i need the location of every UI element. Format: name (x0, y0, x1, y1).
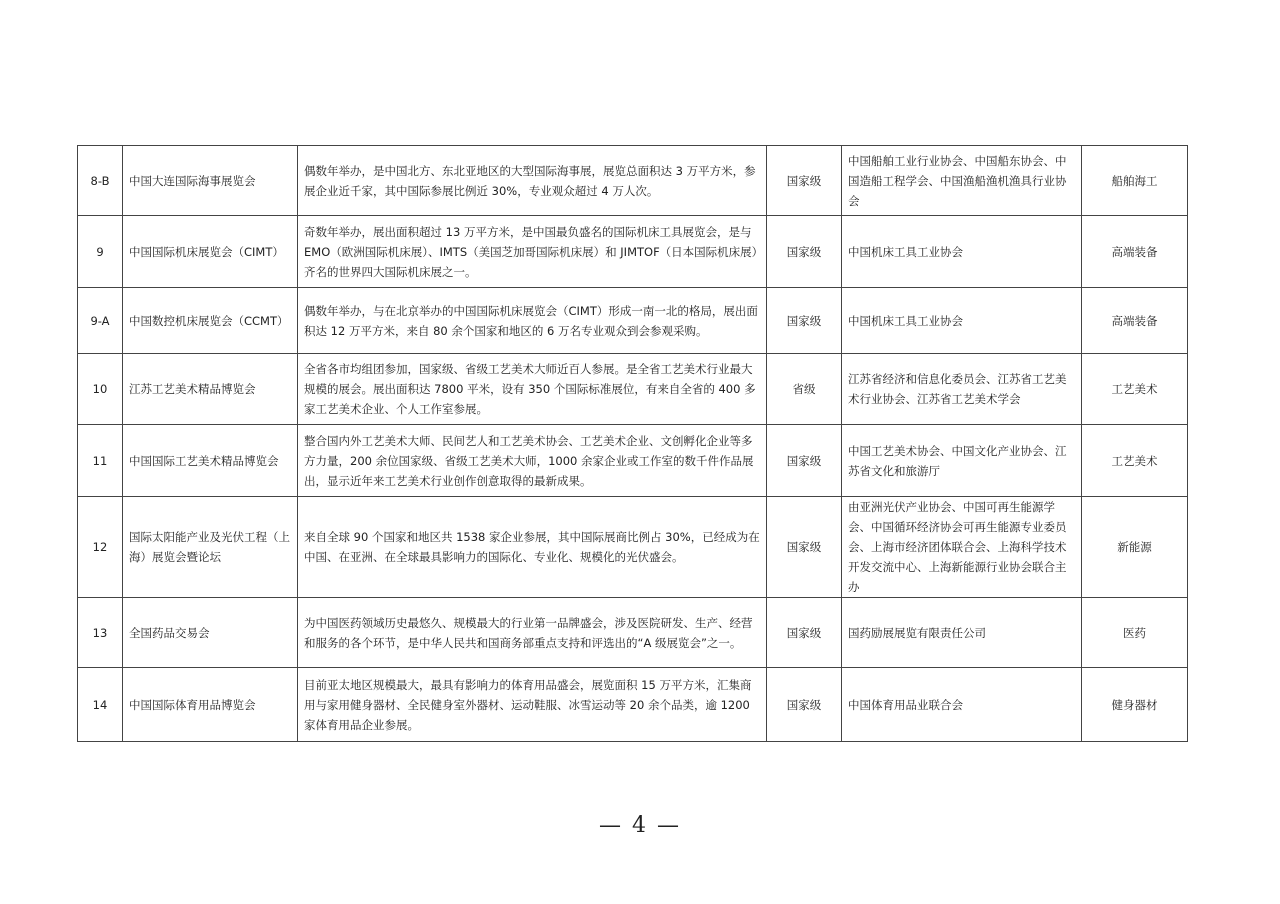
row-number: 11 (92, 453, 108, 468)
exhibition-name-cell (123, 354, 298, 425)
table-row (78, 497, 1188, 598)
row-number: 13 (92, 625, 108, 640)
exhibition-level-cell (767, 354, 842, 425)
table-body (78, 146, 1188, 742)
industry: 高端装备 (1111, 244, 1158, 259)
industry: 高端装备 (1111, 313, 1158, 328)
industry-cell (1082, 425, 1188, 497)
exhibition-level: 国家级 (786, 244, 822, 259)
exhibition-description: 为中国医药领域历史最悠久、规模最大的行业第一品牌盛会，涉及医院研发、生产、经营和服务的各个环节，是中华人民共和国商务部重点支持和评选出的“A 级展览会”之一。 (304, 615, 753, 650)
exhibition-name-cell (123, 216, 298, 288)
exhibition-name-cell (123, 497, 298, 598)
exhibition-level-cell (767, 668, 842, 742)
exhibition-level-cell (767, 216, 842, 288)
exhibition-level: 国家级 (786, 625, 822, 640)
exhibition-level-cell (767, 598, 842, 668)
industry: 船舶海工 (1111, 173, 1158, 188)
organizer: 中国工艺美术协会、中国文化产业协会、江苏省文化和旅游厅 (848, 443, 1067, 478)
industry-cell (1082, 598, 1188, 668)
row-number-cell (78, 425, 123, 497)
row-number-cell (78, 668, 123, 742)
exhibition-description: 来自全球 90 个国家和地区共 1538 家企业参展，其中国际展商比例占 30%，已经成为在中国、在亚洲、在全球最具影响力的国际化、专业化、规模化的光伏盛会。 (304, 530, 760, 564)
organizer-cell (842, 668, 1082, 742)
table-row (78, 598, 1188, 668)
exhibition-description-cell (298, 668, 767, 742)
exhibition-level-cell (767, 288, 842, 354)
exhibition-level: 国家级 (786, 540, 822, 554)
industry: 工艺美术 (1111, 382, 1158, 396)
organizer: 中国船舶工业行业协会、中国船东协会、中国造船工程学会、中国渔船渔机渔具行业协会 (848, 153, 1067, 208)
row-number: 8-B (90, 173, 110, 188)
exhibition-description: 奇数年举办，展出面积超过 13 万平方米，是中国最负盛名的国际机床工具展览会，是与 EMO（欧洲国际机床展）、IMTS（美国芝加哥国际机床展）和 JIMTOF（日本国际机床展）齐名的世界四大国际机床展之一。 (304, 224, 758, 279)
row-number-cell (78, 497, 123, 598)
row-number: 9-A (90, 313, 110, 328)
exhibition-description: 偶数年举办，与在北京举办的中国国际机床展览会（CIMT）形成一南一北的格局，展出面积达 12 万平方米，来自 80 余个国家和地区的 6 万名专业观众到会参观采购。 (304, 303, 758, 338)
table-row (78, 288, 1188, 354)
industry-cell (1082, 216, 1188, 288)
organizer: 中国机床工具工业协会 (848, 244, 963, 259)
exhibition-description: 目前亚太地区规模最大，最具有影响力的体育用品盛会，展览面积 15 万平方米，汇集商用与家用健身器材、全民健身室外器材、运动鞋服、冰雪运动等 20 余个品类，逾 1200 家体育用品企业参展。 (304, 677, 752, 732)
organizer-cell (842, 598, 1082, 668)
exhibition-name-cell (123, 598, 298, 668)
organizer: 江苏省经济和信息化委员会、江苏省工艺美术行业协会、江苏省工艺美术学会 (848, 372, 1067, 406)
table-row (78, 354, 1188, 425)
organizer-cell (842, 425, 1082, 497)
exhibition-name: 全国药品交易会 (129, 625, 210, 640)
exhibition-description-cell (298, 497, 767, 598)
exhibition-description: 全省各市均组团参加，国家级、省级工艺美术大师近百人参展。是全省工艺美术行业最大规模的展会。展出面积达 7800 平米，设有 350 个国际标准展位，有来自全省的 400 多家工艺美术企业、个人工作室参展。 (304, 362, 756, 416)
exhibition-description-cell (298, 216, 767, 288)
exhibition-description: 整合国内外工艺美术大师、民间艺人和工艺美术协会、工艺美术企业、文创孵化企业等多方力量，200 余位国家级、省级工艺美术大师，1000 余家企业或工作室的数千件作品展出，显示近年来工艺美术行业创作创意取得的最新成果。 (304, 433, 754, 488)
exhibition-name: 中国国际机床展览会（CIMT） (129, 244, 284, 259)
industry: 新能源 (1117, 540, 1152, 554)
exhibition-description-cell (298, 354, 767, 425)
industry: 健身器材 (1111, 697, 1158, 712)
exhibition-level: 国家级 (786, 453, 822, 468)
row-number: 12 (92, 540, 108, 554)
row-number: 14 (92, 697, 108, 712)
organizer: 国药励展展览有限责任公司 (848, 625, 986, 640)
exhibition-table (77, 145, 1188, 742)
table-row (78, 668, 1188, 742)
exhibition-description-cell (298, 598, 767, 668)
organizer-cell (842, 216, 1082, 288)
organizer-cell (842, 146, 1082, 216)
exhibition-level: 省级 (792, 382, 816, 396)
exhibition-name-cell (123, 425, 298, 497)
row-number-cell (78, 354, 123, 425)
row-number: 10 (92, 382, 108, 396)
table-row (78, 146, 1188, 216)
exhibition-name: 国际太阳能产业及光伏工程（上海）展览会暨论坛 (129, 530, 290, 564)
page-number: — 4 — (599, 813, 681, 838)
organizer-cell (842, 354, 1082, 425)
organizer-cell (842, 497, 1082, 598)
exhibition-name: 中国数控机床展览会（CCMT） (129, 313, 289, 328)
exhibition-description-cell (298, 146, 767, 216)
exhibition-level-cell (767, 497, 842, 598)
row-number-cell (78, 216, 123, 288)
table-row (78, 425, 1188, 497)
industry-cell (1082, 497, 1188, 598)
industry: 医药 (1123, 625, 1146, 640)
exhibition-level-cell (767, 425, 842, 497)
industry-cell (1082, 146, 1188, 216)
industry-cell (1082, 668, 1188, 742)
row-number: 9 (96, 244, 104, 259)
exhibition-name: 中国大连国际海事展览会 (129, 173, 256, 188)
industry-cell (1082, 354, 1188, 425)
organizer: 由亚洲光伏产业协会、中国可再生能源学会、中国循环经济协会可再生能源专业委员会、上海市经济团体联合会、上海科学技术开发交流中心、上海新能源行业协会联合主办 (848, 500, 1067, 594)
exhibition-name: 中国国际体育用品博览会 (129, 697, 256, 712)
industry-cell (1082, 288, 1188, 354)
exhibition-description-cell (298, 288, 767, 354)
exhibition-name: 江苏工艺美术精品博览会 (129, 382, 256, 396)
exhibition-level: 国家级 (786, 697, 822, 712)
exhibition-name: 中国国际工艺美术精品博览会 (129, 453, 279, 468)
exhibition-name-cell (123, 146, 298, 216)
table-row (78, 216, 1188, 288)
row-number-cell (78, 598, 123, 668)
exhibition-level-cell (767, 146, 842, 216)
organizer-cell (842, 288, 1082, 354)
row-number-cell (78, 288, 123, 354)
organizer: 中国机床工具工业协会 (848, 313, 963, 328)
exhibition-level: 国家级 (786, 173, 822, 188)
exhibition-level: 国家级 (786, 313, 822, 328)
exhibition-name-cell (123, 288, 298, 354)
organizer: 中国体育用品业联合会 (848, 697, 963, 712)
exhibition-description-cell (298, 425, 767, 497)
row-number-cell (78, 146, 123, 216)
exhibition-description: 偶数年举办，是中国北方、东北亚地区的大型国际海事展，展览总面积达 3 万平方米，参展企业近千家，其中国际参展比例近 30%，专业观众超过 4 万人次。 (304, 163, 756, 198)
industry: 工艺美术 (1111, 453, 1158, 468)
exhibition-name-cell (123, 668, 298, 742)
